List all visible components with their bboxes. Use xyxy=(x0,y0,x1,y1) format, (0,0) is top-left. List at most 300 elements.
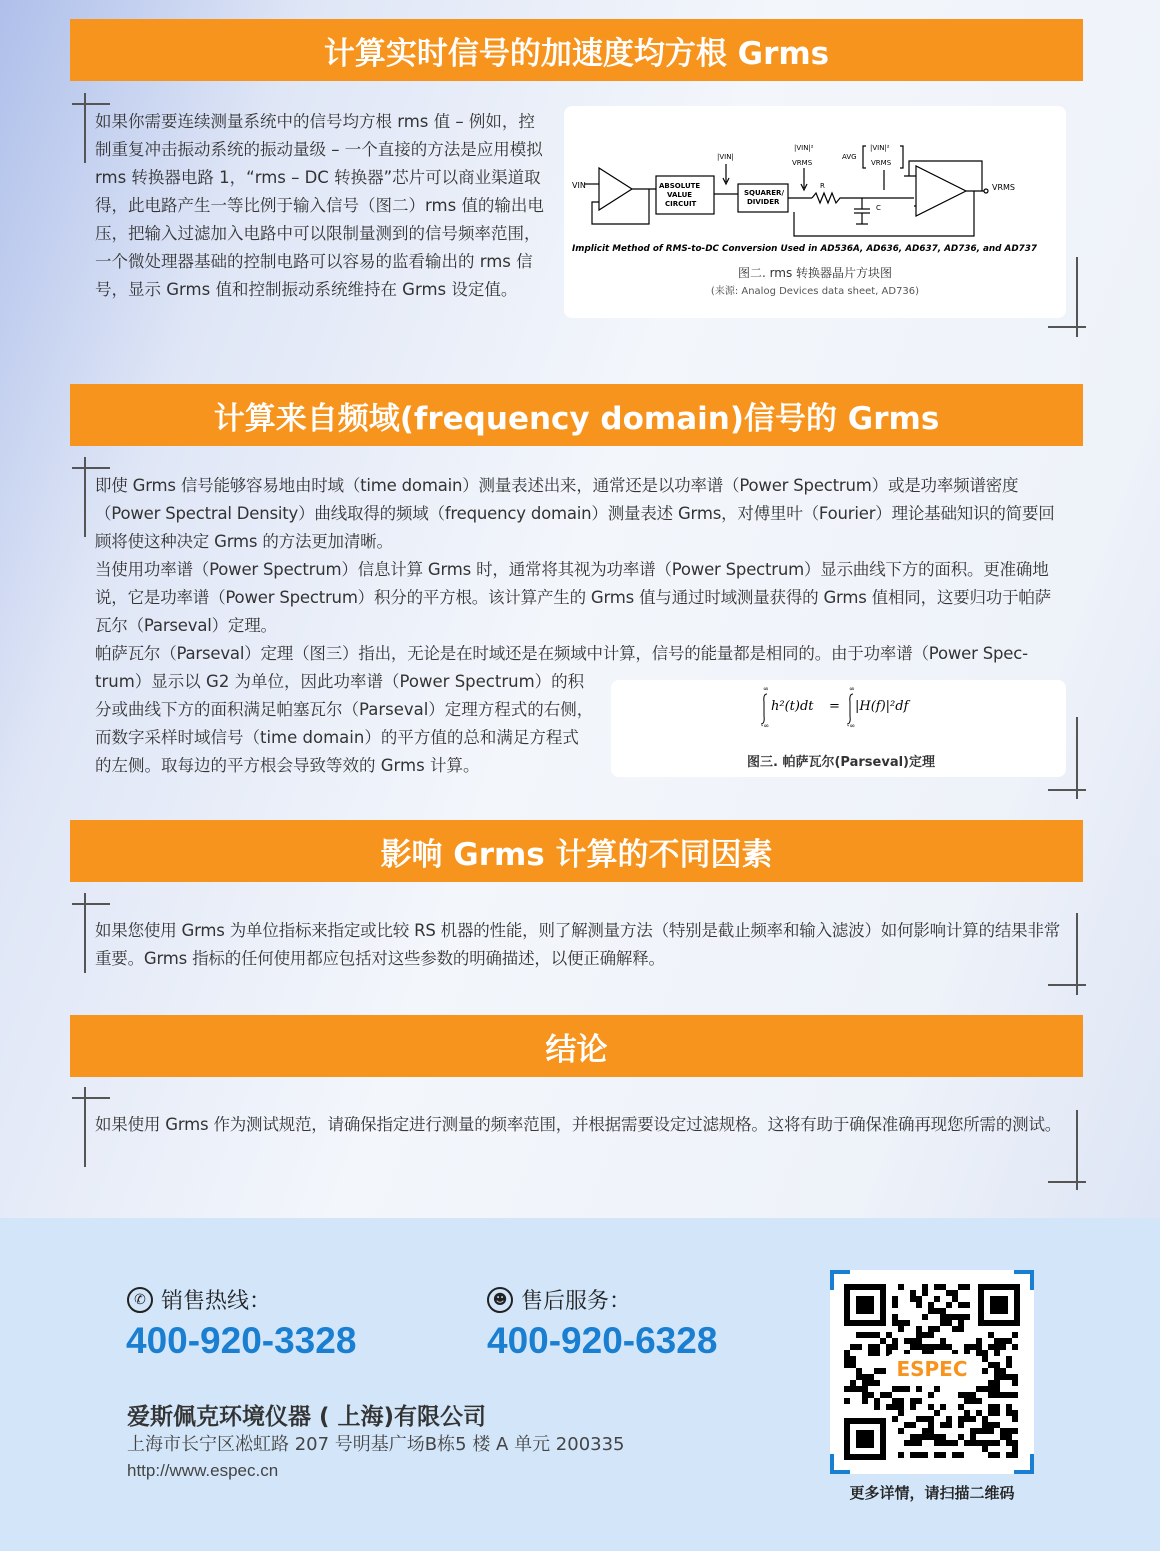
qr-module xyxy=(964,1416,970,1422)
qr-module xyxy=(892,1338,898,1344)
crop-mark xyxy=(1076,717,1078,799)
qr-module xyxy=(958,1416,964,1422)
section-4-body xyxy=(95,1111,1067,1139)
qr-module xyxy=(988,1440,994,1446)
qr-module xyxy=(958,1320,964,1326)
qr-module xyxy=(940,1422,946,1428)
vin-abs-label: |VIN| xyxy=(717,153,734,161)
service-number[interactable]: 400-920-6328 xyxy=(487,1320,718,1361)
qr-module xyxy=(886,1404,892,1410)
limit-top-left: ∞ xyxy=(763,685,769,693)
qr-module xyxy=(964,1302,970,1308)
qr-module xyxy=(928,1302,934,1308)
qr-module xyxy=(952,1296,958,1302)
qr-module xyxy=(970,1440,976,1446)
service-label-text: 售后服务： xyxy=(521,1289,632,1314)
section-title-2: 计算来自频域(frequency domain)信号的 Grms xyxy=(70,384,1083,446)
qr-logo: ESPEC xyxy=(896,1357,968,1381)
crop-mark xyxy=(72,1097,110,1099)
qr-module xyxy=(898,1404,904,1410)
qr-module xyxy=(976,1410,982,1416)
limit-top-right: ∞ xyxy=(849,685,855,693)
qr-module xyxy=(940,1434,946,1440)
sq-label-2: DIVIDER xyxy=(747,198,780,206)
paragraph: trum）显示以 G2 为单位，因此功率谱（Power Spectrum）的积分或曲线下方的面积满足帕塞瓦尔（Parseval）定理方程式的右侧，而数字采样时域信号（time domain）的平方值的总和满足方程式的左侧。取每边的平方根会导致等效的 Grms 计算。 xyxy=(95,672,594,775)
qr-module xyxy=(928,1344,934,1350)
qr-module xyxy=(964,1410,970,1416)
qr-module xyxy=(982,1356,988,1362)
qr-module xyxy=(982,1416,988,1422)
qr-caption: 更多详情，请扫描二维码 xyxy=(849,1484,1015,1502)
qr-module xyxy=(940,1320,946,1326)
crop-mark xyxy=(72,467,110,469)
qr-module xyxy=(1000,1374,1006,1380)
qr-module xyxy=(976,1386,982,1392)
paragraph: 如果您使用 Grms 为单位指标来指定或比较 RS 机器的性能，则了解测量方法（特别是截止频率和输入滤波）如何影响计算的结果非常重要。Grms 指标的任何使用都应包括对这些参数的明确描述，以便正确解释。 xyxy=(95,921,1061,968)
qr-module xyxy=(922,1344,928,1350)
qr-module xyxy=(922,1452,928,1458)
sq-label-1: SQUARER/ xyxy=(744,189,784,197)
figure-caption: 图三. 帕萨瓦尔(Parseval)定理 xyxy=(747,755,935,770)
qr-module xyxy=(904,1440,910,1446)
qr-module xyxy=(916,1344,922,1350)
qr-module xyxy=(976,1428,982,1434)
qr-module xyxy=(988,1404,994,1410)
qr-module xyxy=(1006,1362,1012,1368)
qr-module xyxy=(850,1344,856,1350)
qr-module xyxy=(1000,1428,1006,1434)
qr-module xyxy=(946,1422,952,1428)
qr-module xyxy=(988,1332,994,1338)
formula-right: |H(f)|²df xyxy=(855,699,909,714)
qr-module xyxy=(994,1452,1000,1458)
qr-module xyxy=(862,1386,868,1392)
qr-module xyxy=(922,1284,928,1290)
qr-module xyxy=(862,1392,868,1398)
qr-module xyxy=(1006,1440,1012,1446)
qr-module xyxy=(970,1428,976,1434)
qr-module xyxy=(874,1332,880,1338)
qr-module xyxy=(922,1314,928,1320)
crop-mark xyxy=(84,893,86,973)
qr-code[interactable] xyxy=(830,1270,1034,1474)
qr-module xyxy=(952,1290,958,1296)
qr-module xyxy=(946,1320,952,1326)
qr-module xyxy=(988,1362,994,1368)
qr-module xyxy=(928,1308,934,1314)
qr-module xyxy=(1000,1368,1006,1374)
qr-module xyxy=(952,1440,958,1446)
figure-caption: 图二. rms 转换器晶片方块图 xyxy=(737,266,893,280)
figure-source: (来源: Analog Devices data sheet, AD736) xyxy=(710,286,920,297)
qr-module xyxy=(946,1416,952,1422)
qr-module xyxy=(928,1332,934,1338)
qr-module xyxy=(904,1320,910,1326)
qr-module xyxy=(886,1332,892,1338)
section-2-body-cont xyxy=(95,668,595,780)
qr-module xyxy=(916,1452,922,1458)
phone-icon: ✆ xyxy=(127,1287,153,1313)
crop-mark xyxy=(84,1087,86,1167)
qr-module xyxy=(874,1368,880,1374)
qr-module xyxy=(934,1410,940,1416)
company-name: 爱斯佩克环境仪器 ( 上海)有限公司 xyxy=(127,1404,487,1430)
qr-module xyxy=(988,1380,994,1386)
qr-module xyxy=(934,1284,940,1290)
qr-module xyxy=(970,1434,976,1440)
crop-mark xyxy=(84,457,86,537)
qr-module xyxy=(892,1416,898,1422)
qr-module xyxy=(946,1440,952,1446)
qr-module xyxy=(1012,1416,1018,1422)
limit-bottom-right: -∞ xyxy=(847,722,856,730)
qr-module xyxy=(940,1308,946,1314)
qr-module xyxy=(934,1326,940,1332)
abs-label-3: CIRCUIT xyxy=(665,200,697,208)
qr-module xyxy=(1006,1428,1012,1434)
qr-module xyxy=(916,1332,922,1338)
vin-label: VIN xyxy=(572,181,586,190)
qr-module xyxy=(982,1446,988,1452)
qr-module xyxy=(1012,1410,1018,1416)
qr-module xyxy=(904,1422,910,1428)
vin-sq-den: VRMS xyxy=(792,159,813,167)
qr-module xyxy=(868,1344,874,1350)
qr-module xyxy=(1006,1392,1012,1398)
qr-module xyxy=(934,1308,940,1314)
qr-module xyxy=(910,1338,916,1344)
qr-module xyxy=(952,1452,958,1458)
qr-module xyxy=(958,1302,964,1308)
qr-module xyxy=(916,1416,922,1422)
qr-module xyxy=(976,1338,982,1344)
qr-module xyxy=(892,1320,898,1326)
qr-module xyxy=(898,1428,904,1434)
qr-module xyxy=(940,1338,946,1344)
qr-module xyxy=(904,1338,910,1344)
qr-module xyxy=(886,1392,892,1398)
crop-mark xyxy=(1048,1181,1086,1183)
qr-module xyxy=(958,1284,964,1290)
section-title-4: 结论 xyxy=(70,1015,1083,1077)
qr-module xyxy=(994,1350,1000,1356)
qr-module xyxy=(970,1416,976,1422)
paragraph: 当使用功率谱（Power Spectrum）信息计算 Grms 时，通常将其视为功率谱（Power Spectrum）显示曲线下方的面积。更准确地说，它是功率谱（Power Spectrum）积分的平方根。该计算产生的 Grms 值与通过时域测量获得的 Grms 值相同，这要归功于帕萨瓦尔（Parseval）定理。 xyxy=(95,560,1051,635)
vin-sq-num: |VIN|² xyxy=(794,144,814,152)
qr-module xyxy=(976,1344,982,1350)
qr-module xyxy=(874,1344,880,1350)
qr-module xyxy=(874,1404,880,1410)
sales-label-text: 销售热线： xyxy=(161,1289,272,1314)
qr-module xyxy=(844,1398,850,1404)
qr-module xyxy=(1006,1356,1012,1362)
qr-module xyxy=(1006,1404,1012,1410)
section-3-body xyxy=(95,917,1067,973)
qr-code-image xyxy=(830,1270,1034,1474)
implicit-method-caption: Implicit Method of RMS-to-DC Conversion Used in AD536A, AD636, AD637, AD736, and AD737 xyxy=(572,244,1038,254)
qr-module xyxy=(940,1452,946,1458)
qr-module xyxy=(958,1314,964,1320)
qr-module xyxy=(916,1398,922,1404)
qr-module xyxy=(976,1350,982,1356)
qr-module xyxy=(868,1332,874,1338)
qr-module xyxy=(982,1440,988,1446)
after-sales-label xyxy=(487,1284,631,1315)
qr-module xyxy=(958,1404,964,1410)
qr-module xyxy=(892,1404,898,1410)
footer xyxy=(0,1218,1160,1551)
qr-module xyxy=(916,1386,922,1392)
qr-module xyxy=(916,1302,922,1308)
c-label: C xyxy=(876,204,881,212)
qr-module xyxy=(844,1386,850,1392)
crop-mark xyxy=(1076,1110,1078,1190)
qr-module xyxy=(994,1362,1000,1368)
qr-module xyxy=(1012,1344,1018,1350)
qr-module xyxy=(1012,1452,1018,1458)
qr-module xyxy=(910,1434,916,1440)
sales-number[interactable]: 400-920-3328 xyxy=(126,1320,357,1361)
qr-module xyxy=(862,1380,868,1386)
qr-module xyxy=(850,1356,856,1362)
qr-module xyxy=(898,1326,904,1332)
qr-module xyxy=(982,1422,988,1428)
qr-module xyxy=(1012,1332,1018,1338)
qr-module xyxy=(940,1440,946,1446)
crop-mark xyxy=(1048,326,1086,328)
qr-module xyxy=(1000,1434,1006,1440)
qr-module xyxy=(880,1368,886,1374)
qr-module xyxy=(952,1314,958,1320)
qr-module xyxy=(886,1344,892,1350)
crop-mark xyxy=(1076,913,1078,995)
qr-module xyxy=(976,1398,982,1404)
crop-mark xyxy=(72,903,110,905)
section-1-body xyxy=(95,108,545,304)
qr-module xyxy=(940,1404,946,1410)
qr-module xyxy=(922,1290,928,1296)
qr-module xyxy=(898,1410,904,1416)
qr-module xyxy=(958,1392,964,1398)
qr-module xyxy=(988,1344,994,1350)
figure-3-parseval xyxy=(611,680,1066,777)
qr-module xyxy=(892,1296,898,1302)
section-title-1: 计算实时信号的加速度均方根 Grms xyxy=(70,19,1083,81)
qr-module xyxy=(898,1386,904,1392)
avg-den: VRMS xyxy=(871,159,892,167)
qr-module xyxy=(994,1440,1000,1446)
section-2-body xyxy=(95,472,1067,668)
avg-num: |VIN|² xyxy=(870,144,890,152)
abs-label-1: ABSOLUTE xyxy=(659,182,701,190)
qr-module xyxy=(856,1368,862,1374)
qr-module xyxy=(922,1434,928,1440)
qr-module xyxy=(898,1398,904,1404)
qr-module xyxy=(880,1392,886,1398)
qr-module xyxy=(922,1332,928,1338)
qr-module xyxy=(934,1434,940,1440)
qr-module xyxy=(982,1368,988,1374)
section-title-3: 影响 Grms 计算的不同因素 xyxy=(70,820,1083,882)
qr-module xyxy=(934,1440,940,1446)
qr-module xyxy=(940,1344,946,1350)
qr-module xyxy=(958,1434,964,1440)
qr-module xyxy=(994,1338,1000,1344)
formula-equals: = xyxy=(829,699,840,714)
qr-module xyxy=(964,1284,970,1290)
qr-module xyxy=(868,1350,874,1356)
vrms-label: VRMS xyxy=(992,183,1016,192)
limit-bottom-left: -∞ xyxy=(761,722,770,730)
qr-module xyxy=(856,1374,862,1380)
qr-module xyxy=(940,1314,946,1320)
qr-module xyxy=(862,1398,868,1404)
qr-module xyxy=(856,1332,862,1338)
paragraph: 如果使用 Grms 作为测试规范，请确保指定进行测量的频率范围，并根据需要设定过滤规格。这将有助于确保准确再现您所需的测试。 xyxy=(95,1115,1062,1134)
qr-module xyxy=(952,1326,958,1332)
parseval-formula xyxy=(611,680,1066,740)
qr-module xyxy=(910,1452,916,1458)
qr-module xyxy=(922,1428,928,1434)
qr-module xyxy=(1006,1452,1012,1458)
qr-module xyxy=(874,1380,880,1386)
qr-module xyxy=(958,1422,964,1428)
qr-module xyxy=(964,1392,970,1398)
crop-mark xyxy=(1048,984,1086,986)
qr-module xyxy=(928,1434,934,1440)
qr-module xyxy=(916,1296,922,1302)
paragraph: 帕萨瓦尔（Parseval）定理（图三）指出，无论是在时域还是在频域中计算，信号的能量都是相同的。由于功率谱（Power Spec- xyxy=(95,644,1028,663)
r-label: R xyxy=(820,182,825,190)
qr-module xyxy=(988,1452,994,1458)
qr-module xyxy=(910,1440,916,1446)
qr-module xyxy=(928,1326,934,1332)
qr-module xyxy=(994,1392,1000,1398)
qr-module xyxy=(994,1422,1000,1428)
qr-module xyxy=(868,1380,874,1386)
qr-module xyxy=(994,1374,1000,1380)
qr-module xyxy=(934,1386,940,1392)
qr-module xyxy=(988,1422,994,1428)
person-icon: ☻ xyxy=(487,1287,513,1313)
qr-module xyxy=(892,1398,898,1404)
qr-module xyxy=(874,1350,880,1356)
qr-module xyxy=(1012,1440,1018,1446)
qr-module xyxy=(844,1350,850,1356)
crop-mark xyxy=(1048,789,1086,791)
sales-hotline-label xyxy=(127,1284,271,1315)
qr-module xyxy=(874,1398,880,1404)
qr-module xyxy=(994,1410,1000,1416)
crop-mark xyxy=(1076,257,1078,337)
qr-module xyxy=(970,1392,976,1398)
qr-module xyxy=(970,1344,976,1350)
qr-module xyxy=(970,1398,976,1404)
qr-module xyxy=(1000,1344,1006,1350)
qr-module xyxy=(910,1344,916,1350)
qr-module xyxy=(898,1452,904,1458)
qr-module xyxy=(928,1404,934,1410)
qr-module xyxy=(1012,1392,1018,1398)
qr-module xyxy=(898,1320,904,1326)
qr-module xyxy=(988,1392,994,1398)
qr-module xyxy=(934,1452,940,1458)
qr-module xyxy=(844,1356,850,1362)
qr-module xyxy=(928,1428,934,1434)
qr-module xyxy=(1012,1446,1018,1452)
qr-module xyxy=(982,1350,988,1356)
qr-module xyxy=(1012,1428,1018,1434)
qr-module xyxy=(928,1422,934,1428)
qr-module xyxy=(994,1404,1000,1410)
qr-module xyxy=(994,1344,1000,1350)
qr-module xyxy=(916,1434,922,1440)
qr-module xyxy=(844,1362,850,1368)
figure-2-rms-converter xyxy=(564,106,1066,318)
qr-module xyxy=(1012,1380,1018,1386)
qr-module xyxy=(994,1386,1000,1392)
paragraph: 即使 Grms 信号能够容易地由时域（time domain）测量表述出来，通常还是以功率谱（Power Spectrum）或是功率频谱密度（Power Spectral Density）曲线取得的频域（frequency domain）测量表述 Grms，对傅里叶（Fourier）理论基础知识的简要回顾将使这种决定 Grms 的方法更加清晰。 xyxy=(95,476,1055,551)
qr-module xyxy=(892,1314,898,1320)
qr-module xyxy=(946,1290,952,1296)
qr-module xyxy=(862,1374,868,1380)
formula-left: h²(t)dt xyxy=(771,699,814,714)
qr-module xyxy=(940,1284,946,1290)
qr-module xyxy=(946,1344,952,1350)
qr-module xyxy=(982,1386,988,1392)
qr-module xyxy=(850,1386,856,1392)
qr-module xyxy=(934,1296,940,1302)
qr-module xyxy=(850,1380,856,1386)
qr-module xyxy=(910,1398,916,1404)
qr-module xyxy=(892,1386,898,1392)
qr-module xyxy=(994,1380,1000,1386)
qr-module xyxy=(868,1374,874,1380)
qr-module xyxy=(898,1284,904,1290)
qr-module xyxy=(958,1452,964,1458)
qr-module xyxy=(928,1392,934,1398)
qr-module xyxy=(904,1386,910,1392)
qr-module xyxy=(916,1440,922,1446)
qr-module xyxy=(964,1440,970,1446)
qr-module xyxy=(964,1398,970,1404)
qr-module xyxy=(1012,1374,1018,1380)
paragraph: 如果你需要连续测量系统中的信号均方根 rms 值 – 例如，控制重复冲击振动系统的振动量级 – 一个直接的方法是应用模拟 rms 转换器电路 1，“rms – DC 转换器”芯片可以商业渠道取得，此电路产生一等比例于输入信号（图二）rms 值的输出电压，把输入过滤加入电路中可以限制量测到的信号频率范围，一个微处理器基础的控制电路可以容易的监看输出的 rms 信号，显示 Grms 值和控制振动系统维持在 Grms 设定值。 xyxy=(95,112,544,299)
qr-module xyxy=(910,1296,916,1302)
qr-module xyxy=(892,1344,898,1350)
qr-module xyxy=(988,1410,994,1416)
qr-module xyxy=(988,1386,994,1392)
company-url[interactable]: http://www.espec.cn xyxy=(127,1461,279,1480)
qr-module xyxy=(1006,1410,1012,1416)
qr-module xyxy=(880,1338,886,1344)
qr-module xyxy=(946,1302,952,1308)
qr-module xyxy=(1000,1392,1006,1398)
qr-module xyxy=(892,1302,898,1308)
qr-module xyxy=(856,1386,862,1392)
rms-converter-diagram xyxy=(564,106,1066,271)
qr-module xyxy=(928,1416,934,1422)
qr-module xyxy=(934,1344,940,1350)
qr-module xyxy=(856,1344,862,1350)
abs-label-2: VALUE xyxy=(667,191,693,199)
qr-module xyxy=(958,1326,964,1332)
qr-module xyxy=(916,1326,922,1332)
qr-module xyxy=(1006,1434,1012,1440)
qr-module xyxy=(850,1362,856,1368)
qr-module xyxy=(910,1422,916,1428)
qr-module xyxy=(1000,1338,1006,1344)
